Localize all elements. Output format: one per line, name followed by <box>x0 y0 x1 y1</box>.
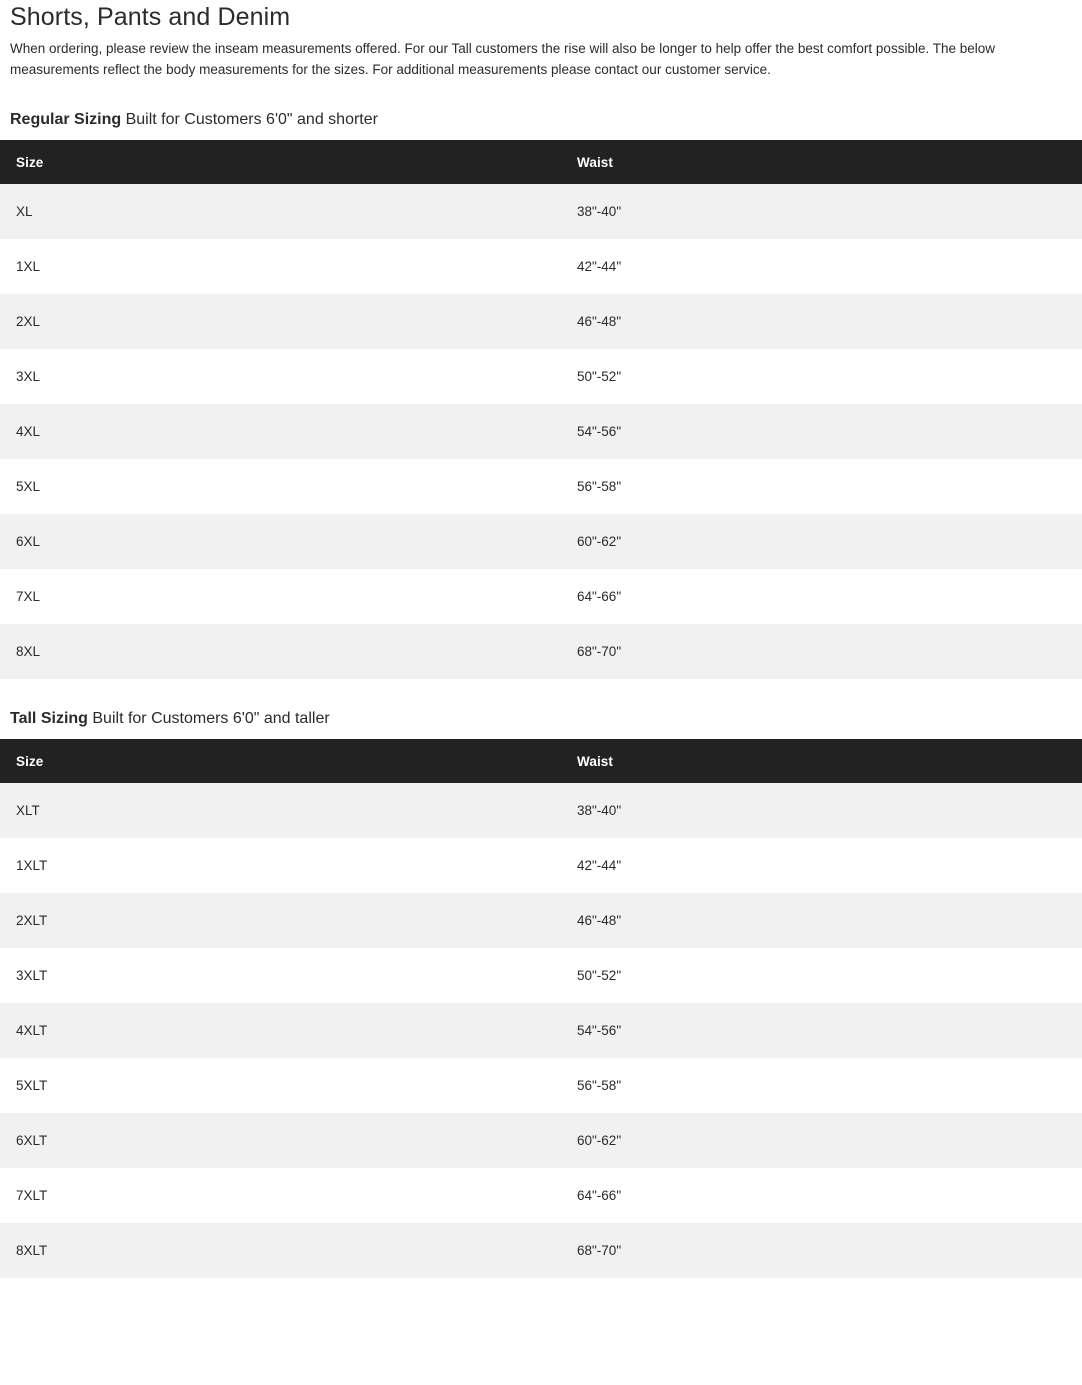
cell-waist: 50"-52" <box>577 968 622 983</box>
table-row <box>0 1223 1082 1278</box>
cell-size: XLT <box>16 803 40 818</box>
table-row <box>0 404 1082 459</box>
cell-waist: 38"-40" <box>577 803 622 818</box>
cell-size: 5XLT <box>16 1078 48 1093</box>
section-heading-tall <box>0 709 1082 729</box>
bottom-spacer <box>0 1278 1082 1288</box>
cell-waist: 50"-52" <box>577 369 622 384</box>
cell-size: 7XL <box>16 589 41 604</box>
cell-size: 3XLT <box>16 968 48 983</box>
cell-waist: 64"-66" <box>577 589 622 604</box>
table-row <box>0 459 1082 514</box>
table-row <box>0 349 1082 404</box>
table-row <box>0 1113 1082 1168</box>
table-row <box>0 838 1082 893</box>
cell-size: 1XL <box>16 259 41 274</box>
cell-size: 8XLT <box>16 1243 48 1258</box>
page-title: Shorts, Pants and Denim <box>10 3 291 31</box>
cell-size: 1XLT <box>16 858 48 873</box>
cell-size: 5XL <box>16 479 41 494</box>
cell-size: 6XLT <box>16 1133 48 1148</box>
cell-size: 2XL <box>16 314 41 329</box>
cell-waist: 54"-56" <box>577 424 622 439</box>
size-table-regular-head <box>0 140 1082 184</box>
section-heading-regular-bold: Regular Sizing <box>10 111 122 128</box>
cell-waist: 68"-70" <box>577 1243 622 1258</box>
table-header-row <box>0 140 1082 184</box>
cell-size: 2XLT <box>16 913 48 928</box>
cell-waist: 42"-44" <box>577 858 622 873</box>
cell-size: 3XL <box>16 369 41 384</box>
cell-waist: 38"-40" <box>577 204 622 219</box>
cell-size: 8XL <box>16 644 41 659</box>
table-row <box>0 239 1082 294</box>
table-row <box>0 893 1082 948</box>
table-row <box>0 1168 1082 1223</box>
column-header-waist: Waist <box>561 140 1082 184</box>
size-table-regular <box>0 140 1082 679</box>
size-table-tall-body <box>0 783 1082 1278</box>
column-header-size: Size <box>0 739 561 783</box>
cell-waist: 68"-70" <box>577 644 622 659</box>
cell-waist: 46"-48" <box>577 314 622 329</box>
cell-waist: 60"-62" <box>577 1133 622 1148</box>
size-table-regular-body <box>0 184 1082 679</box>
cell-waist: 64"-66" <box>577 1188 622 1203</box>
intro-paragraph: When ordering, please review the inseam measurements offered. For our Tall customers the rise will also be longer to help offer the best comfort possible. The below measurements reflect the body measurements for the sizes. For additional measurements please contact our customer service. <box>10 41 995 77</box>
cell-waist: 42"-44" <box>577 259 622 274</box>
cell-waist: 56"-58" <box>577 1078 622 1093</box>
cell-size: XL <box>16 204 33 219</box>
section-heading-tall-rest: Built for Customers 6'0" and taller <box>87 710 330 727</box>
table-row <box>0 948 1082 1003</box>
cell-waist: 56"-58" <box>577 479 622 494</box>
table-row <box>0 294 1082 349</box>
table-row <box>0 1058 1082 1113</box>
cell-waist: 54"-56" <box>577 1023 622 1038</box>
table-row <box>0 514 1082 569</box>
cell-size: 7XLT <box>16 1188 48 1203</box>
table-row <box>0 569 1082 624</box>
section-heading-regular-rest: Built for Customers 6'0" and shorter <box>121 111 378 128</box>
table-row <box>0 1003 1082 1058</box>
size-table-tall <box>0 739 1082 1278</box>
column-header-waist: Waist <box>561 739 1082 783</box>
section-heading-regular <box>0 110 1082 130</box>
cell-size: 4XL <box>16 424 41 439</box>
cell-waist: 46"-48" <box>577 913 622 928</box>
column-header-size: Size <box>0 140 561 184</box>
size-table-tall-head <box>0 739 1082 783</box>
cell-size: 4XLT <box>16 1023 48 1038</box>
section-heading-tall-bold: Tall Sizing <box>10 710 88 727</box>
table-row <box>0 783 1082 838</box>
table-row <box>0 624 1082 679</box>
cell-waist: 60"-62" <box>577 534 622 549</box>
table-header-row <box>0 739 1082 783</box>
table-row <box>0 184 1082 239</box>
cell-size: 6XL <box>16 534 41 549</box>
